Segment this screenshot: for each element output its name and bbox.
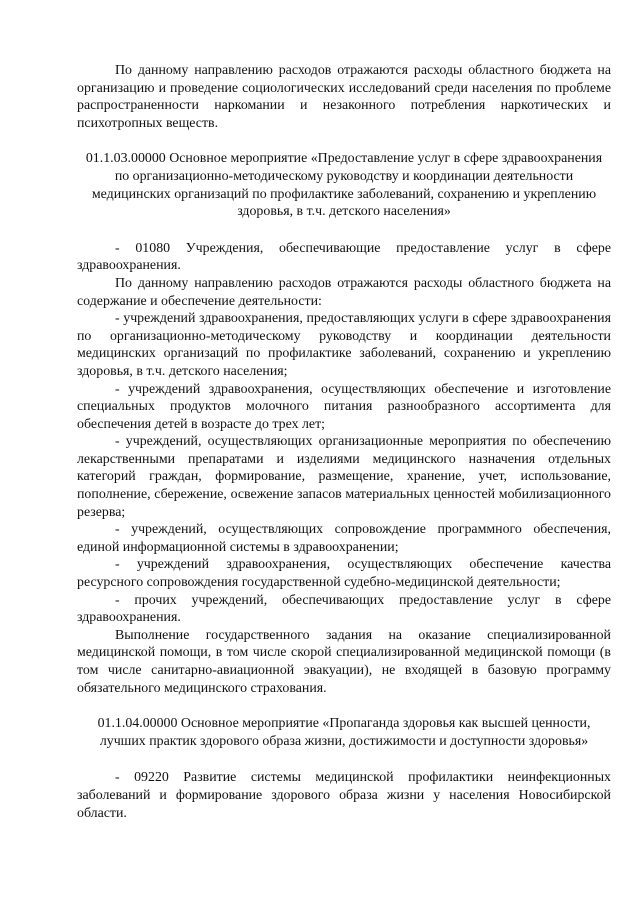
list-item-other-institutions: - прочих учреждений, обеспечивающих предоставление услуг в сфере здравоохранения.: [77, 592, 611, 626]
paragraph-state-assignment: Выполнение государственного задания на оказание специализированной медицинской помощи, в том числе скорой специализированной медицинской помощи (в том числе санитарно-авиационной эвакуации), не входящей в базовую программу обязательного медицинского страхования.: [77, 627, 611, 696]
list-item-healthcare-coordination: - учреждений здравоохранения, предоставляющих услуги в сфере здравоохранения по организационно-методическому руководству и координации деятельности медицинских организаций по профилактике заболеваний, сохранению и укреплению здоровья, в т.ч. детского населения;: [77, 311, 611, 379]
document-body: [77, 62, 611, 822]
section-heading-01-1-04: 01.1.04.00000 Основное мероприятие «Пропаганда здоровья как высшей ценности, лучших практик здорового образа жизни, достижимости и доступности здоровья»: [97, 716, 591, 749]
list-item-forensic-quality: - учреждений здравоохранения, осуществляющих обеспечение качества ресурсного сопровождения государственной судебно-медицинской деятельности;: [77, 557, 611, 591]
paragraph-09220-prevention: - 09220 Развитие системы медицинской профилактики неинфекционных заболеваний и формирование здорового образа жизни у населения Новосибирской области.: [77, 770, 611, 821]
paragraph-01080-institutions: - 01080 Учреждения, обеспечивающие предоставление услуг в сфере здравоохранения.: [77, 240, 611, 274]
paragraph-expenses-sociological-research: По данному направлению расходов отражаются расходы областного бюджета на организацию и проведение социологических исследований среди населения по проблеме распространенности наркомании и незаконного потребления наркотических и психотропных веществ.: [77, 63, 611, 131]
list-item-milk-nutrition: - учреждений здравоохранения, осуществляющих обеспечение и изготовление специальных продуктов молочного питания разнообразного ассортимента для обеспечения детей в возрасте до трех лет;: [77, 381, 611, 432]
paragraph-expenses-maintenance: По данному направлению расходов отражаются расходы областного бюджета на содержание и обеспечение деятельности:: [77, 275, 611, 309]
list-item-software-support: - учреждений, осуществляющих сопровождение программного обеспечения, единой информационной системы в здравоохранении;: [77, 522, 611, 555]
list-item-drug-provision: - учреждений, осуществляющих организационные мероприятия по обеспечению лекарственными препаратами и изделиями медицинского назначения отдельных категорий граждан, формирование, размещение, хранение, учет, использование, пополнение, сбережение, освежение запасов материальных ценностей мобилизационного резерва;: [77, 434, 611, 520]
section-heading-01-1-03: 01.1.03.00000 Основное мероприятие «Предоставление услуг в сфере здравоохранения по организационно-методическому руководству и координации деятельности медицинских организаций по профилактике заболеваний, сохранению и укреплению здоровья, в т.ч. детского населения»: [85, 151, 603, 220]
